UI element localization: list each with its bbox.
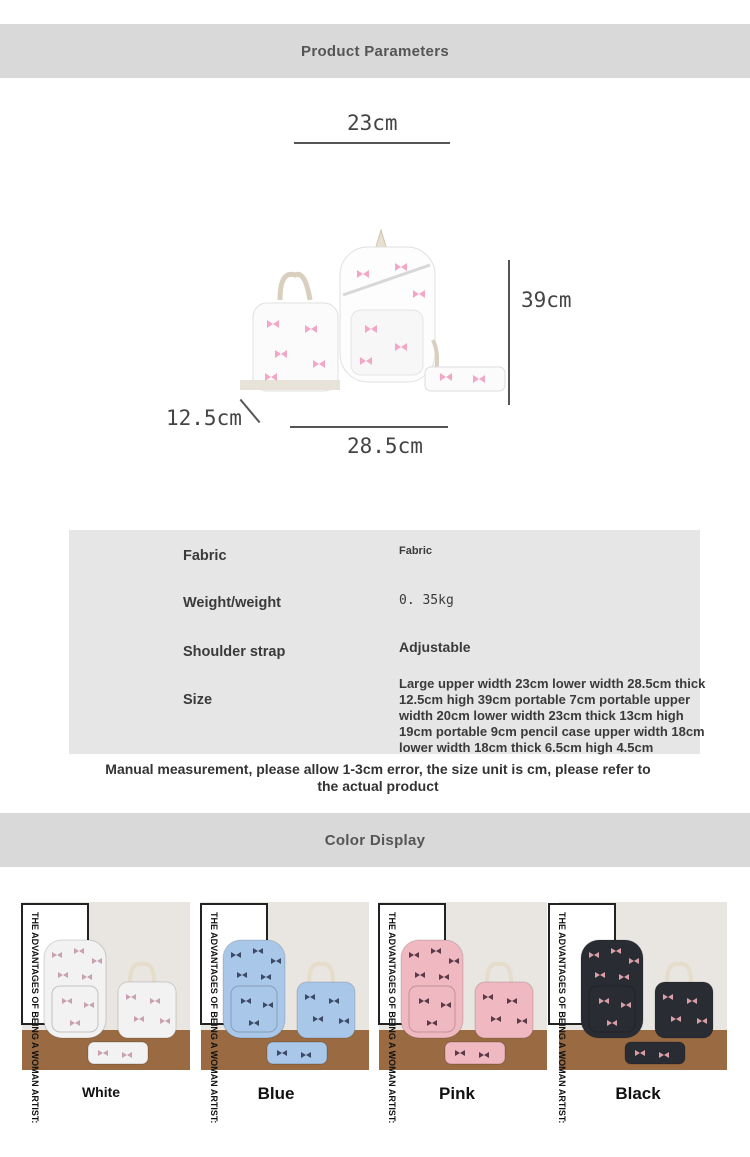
pencil-case (445, 1042, 505, 1064)
poster-text: THE ADVANTAGES OF BEING A WOMAN ARTIST: (387, 912, 397, 1124)
param-label-shoulder-strap: Shoulder strap (183, 644, 286, 660)
param-label-fabric: Fabric (183, 548, 227, 564)
color-label-blue: Blue (257, 1084, 295, 1103)
poster-text: THE ADVANTAGES OF BEING A WOMAN ARTIST: (557, 912, 567, 1124)
thickness-line (240, 399, 261, 423)
param-value-fabric: Fabric (399, 545, 433, 557)
pencil-case (625, 1042, 685, 1064)
color-title: Color Display (324, 831, 426, 849)
lunch-bag (475, 982, 533, 1038)
parameter-table (69, 530, 706, 755)
thickness-label: 12.5cm (166, 406, 242, 430)
backpack-pocket (589, 986, 635, 1032)
lunch-bag (655, 982, 713, 1038)
color-label-white: White (81, 1084, 121, 1100)
backpack-pocket (52, 986, 98, 1032)
lunch-bag-illustration (240, 274, 340, 391)
color-label-black: Black (615, 1084, 661, 1103)
bottom-width-line (290, 426, 448, 428)
param-value-shoulder-strap: Adjustable (399, 639, 471, 655)
pencil-case (88, 1042, 148, 1064)
lunch-bag (118, 982, 176, 1038)
poster-text: THE ADVANTAGES OF BEING A WOMAN ARTIST: (30, 912, 40, 1124)
backpack-pocket (409, 986, 455, 1032)
top-width-label: 23cm (347, 111, 398, 135)
param-value-weight: 0. 35kg (399, 593, 454, 608)
backpack-illustration (340, 230, 437, 382)
param-label-weight: Weight/weight (183, 595, 282, 611)
params-section-header (0, 24, 750, 78)
backpack-pocket (231, 986, 277, 1032)
param-label-size: Size (183, 692, 213, 708)
measurement-note: Manual measurement, please allow 1-3cm error, the size unit is cm, please refer to the actual product (105, 761, 651, 794)
params-title: Product Parameters (301, 42, 449, 60)
color-label-pink: Pink (439, 1084, 475, 1103)
poster-text: THE ADVANTAGES OF BEING A WOMAN ARTIST: (209, 912, 219, 1124)
pencil-case-illustration (425, 367, 505, 391)
height-label: 39cm (521, 288, 572, 312)
top-width-line (294, 142, 450, 144)
product-dimension-image (235, 225, 510, 395)
param-value-size: Large upper width 23cm lower width 28.5cm thick 12.5cm high 39cm portable 7cm portable upper width 20cm lower width 23cm thick 13cm high 19cm portable 9cm pencil case upper width 18cm lower width 18cm thick 6.5cm high 4.5cm (399, 676, 706, 755)
lunch-bag (297, 982, 355, 1038)
bottom-width-label: 28.5cm (347, 434, 423, 458)
pencil-case (267, 1042, 327, 1064)
color-section-header (0, 813, 750, 867)
